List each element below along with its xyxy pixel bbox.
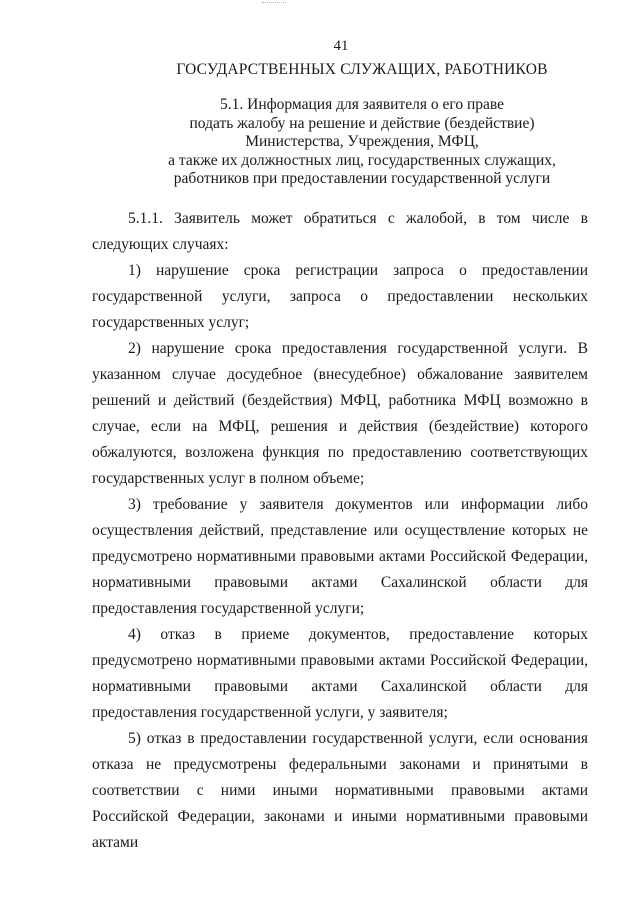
paragraph-intro: 5.1.1. Заявитель может обратиться с жалобой, в том числе в следующих случаях: [92,210,588,253]
subsection-title-line: Министерства, Учреждения, МФЦ, [245,133,479,150]
subsection-title-line: подать жалобу на решение и действие (бездействие) [189,114,535,132]
subsection-title-line: работников при предоставлении государственной услуги [173,170,551,187]
page-number: 41 [333,38,349,54]
paragraph-item-1: 1) нарушение срока регистрации запроса о предоставлении государственной услуги, запроса о предоставлении нескольких государственных услуг; [92,262,588,331]
subsection-title [92,96,632,189]
body-text [92,206,588,856]
section-heading: ГОСУДАРСТВЕННЫХ СЛУЖАЩИХ, РАБОТНИКОВ [176,61,548,78]
paragraph-item-4: 4) отказ в приеме документов, предоставление которых предусмотрено нормативными правовыми актами Российской Федерации, нормативными правовыми актами Сахалинской области для предоставления государственной услуги, у заявителя; [92,626,588,721]
paragraph-item-3: 3) требование у заявителя документов или информации либо осуществления действий, представление или осуществление которых не предусмотрено нормативными правовыми актами Российской Федерации, нормативными правовыми актами Сахалинской области для предоставления государственной услуги; [92,496,588,617]
subsection-title-line: а также их должностных лиц, государственных служащих, [168,151,556,169]
scan-artifact [262,2,286,9]
paragraph-item-2: 2) нарушение срока предоставления государственной услуги. В указанном случае досудебное (внесудебное) обжалование заявителем решений и действий (бездействия) МФЦ, работника МФЦ возможно в случае, если на МФЦ, решения и действия (бездействие) которого обжалуются, возложена функция по предоставлению соответствующих государственных услуг в полном объеме; [92,340,588,487]
subsection-title-line: 5.1. Информация для заявителя о его праве [220,96,504,113]
paragraph-item-5: 5) отказ в предоставлении государственной услуги, если основания отказа не предусмотрены федеральными законами и принятыми в соответствии с ними иными нормативными правовыми актами Российской Федерации, законами и иными нормативными правовыми актами [92,730,588,851]
